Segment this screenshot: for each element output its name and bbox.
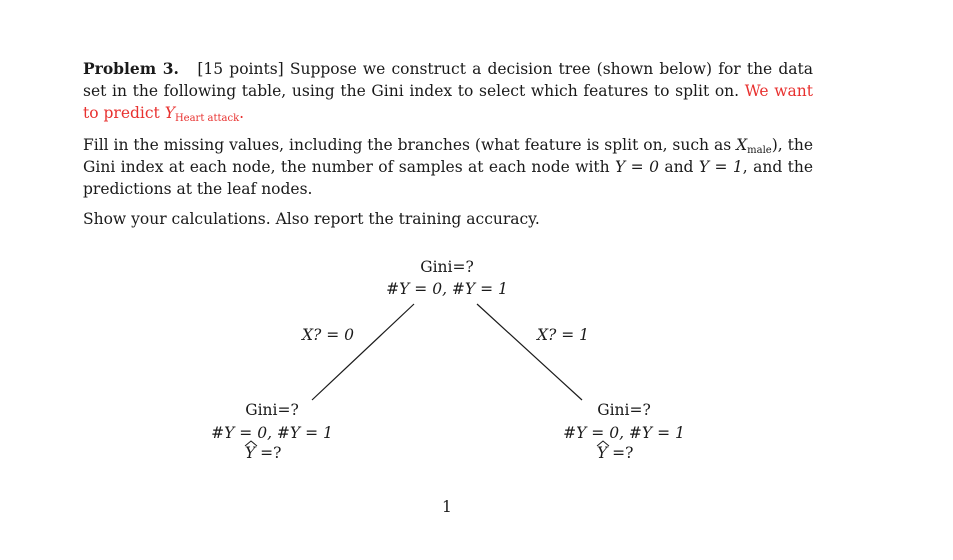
calculation-paragraph: Show your calculations. Also report the training accuracy.: [83, 210, 540, 228]
root-gini: Gini=?: [420, 258, 474, 276]
hat-icon: [244, 440, 258, 447]
left-branch-label: X? = 0: [302, 326, 355, 344]
instructions-paragraph: Fill in the missing values, including the branches (what feature is split on, such as $X_{male}$), the Gini index at each node, the number of samples at each node with Y = 0 and Y = 1, and the predictions at the leaf nodes.: [83, 136, 814, 198]
right-edge: [477, 304, 582, 400]
right-branch-label: X? = 1: [537, 326, 590, 344]
problem-label: Problem 3.: [83, 59, 179, 78]
right-leaf-gini: Gini=?: [597, 401, 651, 419]
left-leaf-prediction: Y =?: [245, 444, 281, 462]
left-edge: [312, 304, 414, 400]
page-number: 1: [442, 498, 452, 516]
problem-points: [15 points]: [197, 60, 284, 78]
left-leaf-counts: #Y = 0, #Y = 1: [211, 424, 333, 442]
left-leaf-gini: Gini=?: [245, 401, 299, 419]
hat-icon: [596, 440, 610, 447]
right-leaf-prediction: Y =?: [597, 444, 633, 462]
right-leaf-counts: #Y = 0, #Y = 1: [563, 424, 685, 442]
red-instruction: We want to predict $Y_{Heart attack}$.: [83, 82, 813, 124]
problem-intro: Suppose we construct a decision tree (shown below) for the data set in the following table, using the Gini index to select which features to split on.: [83, 60, 813, 100]
root-counts: #Y = 0, #Y = 1: [386, 280, 508, 298]
